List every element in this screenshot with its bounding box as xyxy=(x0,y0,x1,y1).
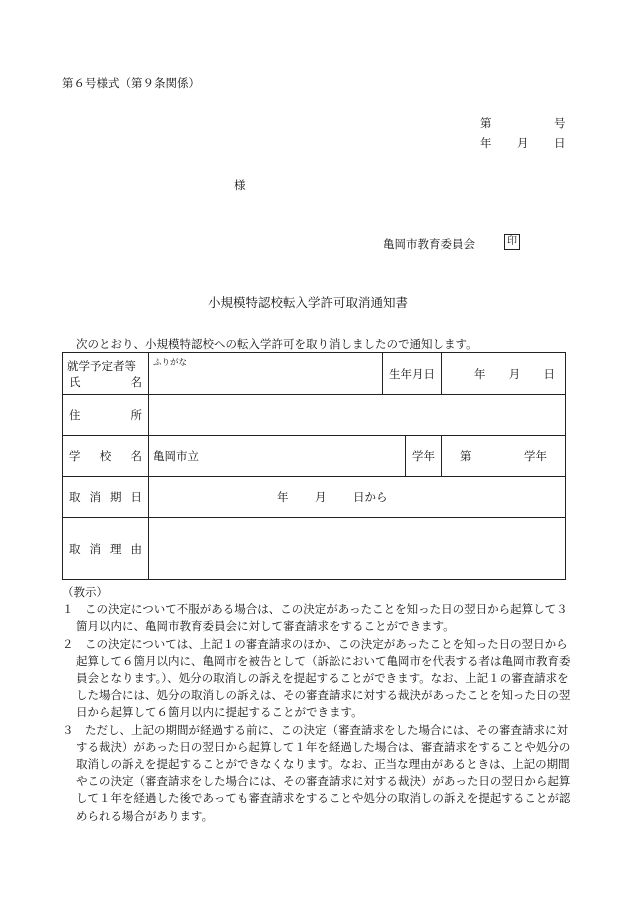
cancel-reason-label-4: 由 xyxy=(130,541,142,556)
address-value-cell[interactable] xyxy=(149,395,566,436)
school-value: 亀岡市立 xyxy=(153,449,199,463)
cancel-reason-label-cell xyxy=(63,518,149,580)
issuer-name: 亀岡市教育委員会 xyxy=(383,237,475,251)
cancel-date-label-3: 期 xyxy=(110,490,122,504)
notice-heading: （教示） xyxy=(62,585,108,599)
school-value-cell[interactable] xyxy=(149,436,406,477)
cancel-reason-value-cell[interactable] xyxy=(149,518,566,580)
cancel-reason-label-2: 消 xyxy=(89,541,101,556)
name-label-mei: 名 xyxy=(130,374,142,389)
doc-date-month: 月 xyxy=(517,136,529,150)
school-label-3: 名 xyxy=(130,449,142,463)
cancel-date-label-2: 消 xyxy=(89,490,101,504)
cancel-date-day-from: 日から xyxy=(353,490,388,504)
birthdate-label: 生年月日 xyxy=(383,353,442,395)
document-title: 小規模特認校転入学許可取消通知書 xyxy=(208,295,409,310)
doc-date-day: 日 xyxy=(554,136,566,150)
school-label-2: 校 xyxy=(99,449,112,463)
cancel-date-label-1: 取 xyxy=(69,490,81,504)
cancel-reason-label-1: 取 xyxy=(69,541,81,556)
name-label-shi: 氏 xyxy=(69,374,81,389)
name-label-line1: 就学予定者等 xyxy=(67,358,136,373)
grade-label: 学年 xyxy=(406,436,442,477)
cancel-date-label-cell xyxy=(63,477,149,518)
notice-section xyxy=(62,584,572,825)
form-label: 第６号様式（第９条関係） xyxy=(62,76,200,90)
notice-item-2: ２ この決定については、上記１の審査請求のほか、この決定があったことを知った日の翌日から起算して６箇月以内に、亀岡市を被告として（訴訟において亀岡市を代表する者は亀岡市教育委員会となります。）、処分の取消しの訴えを提起することができます。なお、上記１の審査請求をした場合には、処分の取消しの訴えは、その審査請求に対する裁決があったことを知った日の翌日から起算して６箇月以内に提起することができます。 xyxy=(62,636,571,720)
school-label-1: 学 xyxy=(69,449,81,463)
birthdate-day: 日 xyxy=(543,366,556,381)
seal-stamp: 印 xyxy=(504,234,520,250)
cancel-reason-row xyxy=(63,518,566,580)
notification-form-table xyxy=(62,352,566,580)
cancel-date-month: 月 xyxy=(315,490,327,504)
address-row xyxy=(63,395,566,436)
cancel-date-year: 年 xyxy=(277,490,289,504)
name-label-cell xyxy=(63,353,149,395)
name-value-cell[interactable] xyxy=(149,353,383,395)
cancel-date-row xyxy=(63,477,566,518)
address-label-sho: 所 xyxy=(130,408,142,422)
doc-date-year: 年 xyxy=(480,136,492,150)
grade-value-cell[interactable] xyxy=(442,436,566,477)
school-row xyxy=(63,436,566,477)
notice-item-1: １ この決定について不服がある場合は、この決定があったことを知った日の翌日から起算して３箇月以内に、亀岡市教育委員会に対して審査請求をすることができます。 xyxy=(62,602,568,634)
name-row xyxy=(63,353,566,395)
birthdate-month: 月 xyxy=(508,366,521,381)
grade-dai: 第 xyxy=(460,449,472,463)
cancel-reason-label-3: 理 xyxy=(110,541,122,556)
recipient-suffix: 様 xyxy=(234,178,246,192)
address-label-ju: 住 xyxy=(69,408,81,422)
birthdate-year: 年 xyxy=(474,366,486,381)
address-label-cell xyxy=(63,395,149,436)
birthdate-value-cell[interactable] xyxy=(442,353,566,395)
school-label-cell xyxy=(63,436,149,477)
doc-number-go: 号 xyxy=(554,116,566,130)
intro-text: 次のとおり、小規模特認校への転入学許可を取り消しましたので通知します。 xyxy=(76,337,478,351)
furigana-label: ふりがな xyxy=(153,358,188,368)
doc-number-dai: 第 xyxy=(480,116,492,130)
cancel-date-label-4: 日 xyxy=(130,490,142,504)
cancel-date-value-cell[interactable] xyxy=(149,477,566,518)
notice-item-3: ３ ただし、上記の期間が経過する前に、この決定（審査請求をした場合には、その審査請求に対する裁決）があった日の翌日から起算して１年を経過した場合は、審査請求をすることや処分の取消しの訴えを提起することができなくなります。なお、正当な理由があるときは、上記の期間やこの決定（審査請求をした場合には、その審査請求に対する裁決）があった日の翌日から起算して１年を経過した後であっても審査請求をすることや処分の取消しの訴えを提起することが認められる場合があります。 xyxy=(62,722,571,823)
grade-unit: 学年 xyxy=(524,449,548,463)
